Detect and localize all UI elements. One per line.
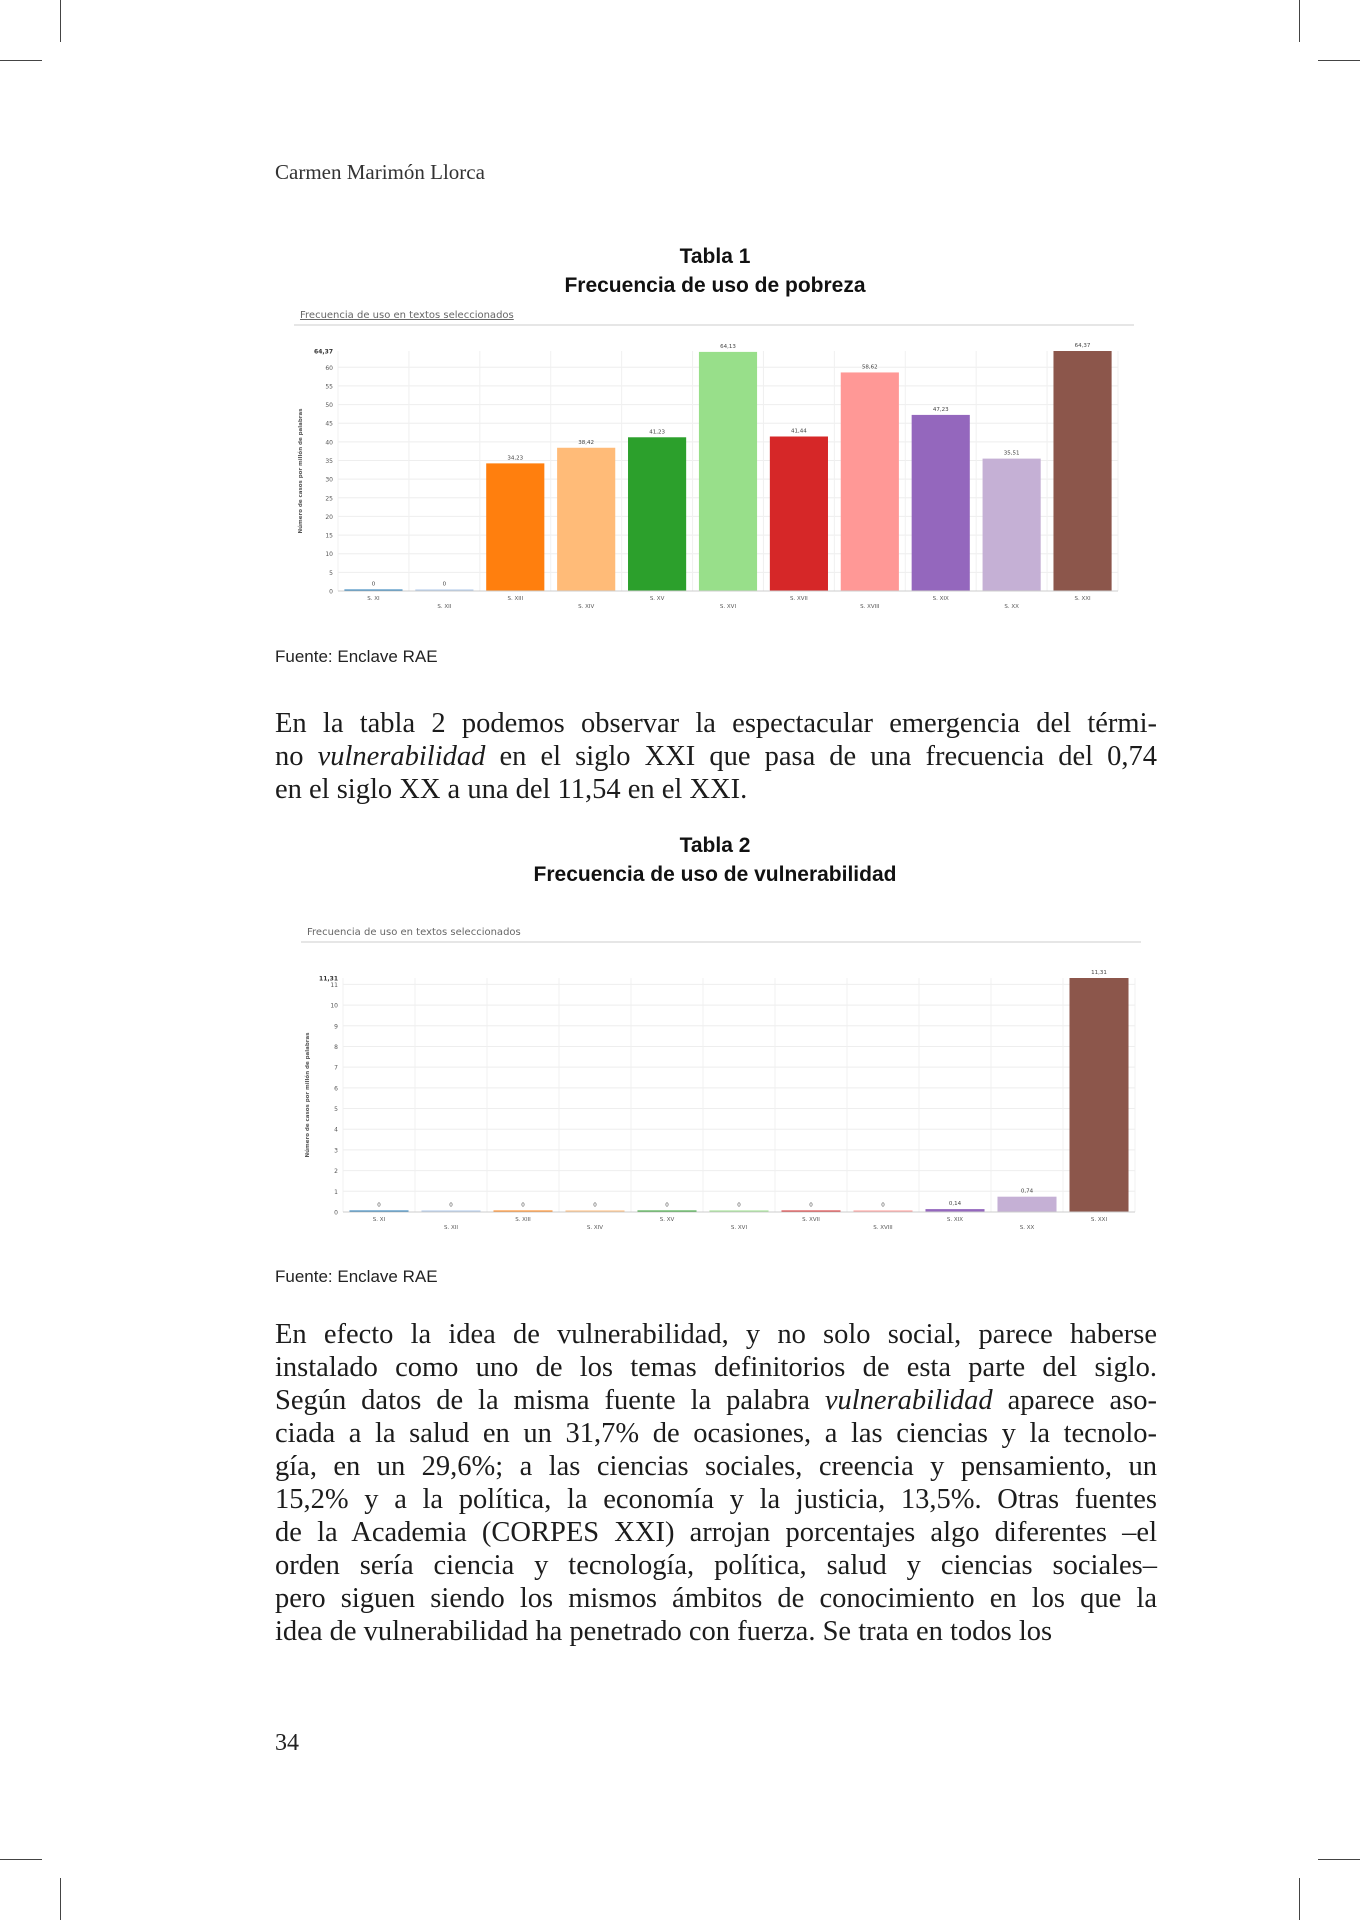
- x-tick-label: S. XII: [437, 604, 452, 610]
- bar-value-label: 64,37: [1074, 343, 1091, 349]
- bar: [557, 448, 615, 591]
- y-tick-label: 60: [325, 364, 333, 372]
- chart-pobreza: [288, 308, 1138, 638]
- bar-value-label: 0: [442, 581, 447, 588]
- table1-caption-label: Tabla 1: [679, 245, 751, 268]
- y-tick-label: 5: [329, 569, 333, 577]
- bar: [1069, 978, 1128, 1212]
- bar-value-label: 0: [737, 1202, 741, 1209]
- bar-value-label: 11,31: [1091, 970, 1107, 976]
- table2-caption: [270, 831, 1160, 889]
- bar: [983, 459, 1041, 591]
- y-tick-label: 10: [325, 551, 333, 559]
- bar-value-label: 0: [371, 581, 376, 588]
- bar-value-label: 34,23: [507, 455, 524, 462]
- y-tick-label: 2: [334, 1168, 338, 1176]
- x-tick-label: S. XIII: [515, 1217, 531, 1223]
- y-tick-label: 5: [334, 1106, 338, 1114]
- y-tick-label: 11: [330, 981, 338, 989]
- x-tick-label: S. XX: [1004, 604, 1019, 610]
- x-tick-label: S. XXI: [1090, 1217, 1108, 1223]
- italic-term: vulnerabilidad: [824, 1385, 993, 1416]
- y-tick-label: 50: [325, 402, 333, 410]
- x-tick-label: S. XIII: [507, 596, 524, 602]
- x-tick-label: S. XVII: [790, 596, 808, 602]
- table1-caption: [270, 242, 1160, 300]
- y-tick-label: 3: [334, 1147, 338, 1155]
- text-line: En efecto la idea de vulnerabilidad, y no solo social, parece haberse: [275, 1319, 1157, 1350]
- y-tick-label: 55: [325, 383, 333, 391]
- x-tick-label: S. XVI: [719, 604, 737, 610]
- crop-mark: [60, 1878, 61, 1920]
- y-tick-label: 0: [329, 588, 333, 596]
- x-tick-label: S. XV: [649, 596, 665, 602]
- bar-chart-svg: [288, 308, 1138, 638]
- bar: [699, 352, 757, 591]
- chart-title: Frecuencia de uso en textos seleccionados: [307, 927, 521, 938]
- y-tick-label: 8: [334, 1043, 338, 1051]
- bar-value-label: 38,42: [578, 439, 595, 446]
- bar-value-label: 64,13: [720, 343, 736, 350]
- y-tick-label: 10: [330, 1002, 338, 1010]
- y-tick-label: 9: [334, 1023, 338, 1031]
- crop-mark: [1318, 60, 1360, 61]
- table1-source: Fuente: Enclave RAE: [275, 647, 438, 666]
- x-tick-label: S. XI: [367, 596, 380, 602]
- x-tick-label: S. XIV: [586, 1225, 604, 1231]
- paragraph-1: [275, 707, 1157, 806]
- page-number: 34: [275, 1730, 299, 1756]
- x-tick-label: S. XV: [659, 1217, 675, 1223]
- chart-vulnerabilidad: [295, 918, 1145, 1238]
- y-tick-label: 15: [325, 532, 333, 540]
- crop-mark: [1299, 0, 1300, 42]
- bar-value-label: 0: [881, 1202, 885, 1209]
- italic-term: vulnerabilidad: [317, 741, 486, 772]
- text-line: Según datos de la misma fuente la palabra vulnerabilidad aparece aso-: [275, 1385, 1157, 1416]
- table1-caption-title: Frecuencia de uso de pobreza: [564, 274, 866, 297]
- y-tick-label: 1: [334, 1188, 338, 1196]
- text-line: de la Academia (CORPES XXI) arrojan porcentajes algo diferentes –el: [275, 1517, 1157, 1548]
- text-line: pero siguen siendo los mismos ámbitos de conocimiento en los que la: [275, 1583, 1157, 1614]
- table2-source: Fuente: Enclave RAE: [275, 1267, 438, 1286]
- text-line: en el siglo XX a una del 11,54 en el XXI.: [275, 774, 748, 805]
- y-tick-label: 35: [325, 458, 333, 466]
- y-tick-label: 0: [334, 1209, 338, 1217]
- text-line: instalado como uno de los temas definitorios de esta parte del siglo.: [275, 1352, 1157, 1383]
- text-line: gía, en un 29,6%; a las ciencias sociales, creencia y pensamiento, un: [275, 1451, 1157, 1482]
- crop-mark: [1299, 1878, 1300, 1920]
- bar: [770, 436, 828, 591]
- x-tick-label: S. XX: [1019, 1225, 1035, 1231]
- crop-mark: [1318, 1859, 1360, 1860]
- bar-value-label: 0: [593, 1202, 597, 1209]
- bar-value-label: 0: [449, 1202, 453, 1209]
- y-tick-label: 20: [325, 513, 333, 521]
- text-line: 15,2% y a la política, la economía y la justicia, 13,5%. Otras fuentes: [275, 1484, 1157, 1515]
- bar-value-label: 58,62: [861, 364, 878, 371]
- bar: [997, 1197, 1056, 1212]
- x-tick-label: S. XIX: [932, 596, 949, 602]
- bar-value-label: 41,44: [791, 428, 807, 435]
- x-tick-label: S. XVIII: [860, 604, 880, 610]
- text-line: orden sería ciencia y tecnología, política, salud y ciencias sociales–: [275, 1550, 1157, 1581]
- y-tick-label: 6: [334, 1085, 338, 1093]
- bar-value-label: 41,23: [649, 429, 665, 436]
- y-axis-label: Número de casos por millón de palabras: [305, 1032, 311, 1158]
- x-tick-label: S. XXI: [1074, 596, 1091, 602]
- x-tick-label: S. XIV: [578, 604, 595, 610]
- paragraph-2: [275, 1318, 1157, 1648]
- y-tick-label: 30: [325, 476, 333, 484]
- bar: [1053, 351, 1111, 591]
- text-line: no vulnerabilidad en el siglo XXI que pasa de una frecuencia del 0,74: [275, 741, 1157, 772]
- crop-mark: [0, 1859, 42, 1860]
- y-tick-label: 4: [334, 1126, 338, 1134]
- bar-value-label: 0,74: [1020, 1188, 1034, 1195]
- bar-value-label: 0: [377, 1202, 381, 1209]
- bar: [628, 437, 686, 591]
- text-line: idea de vulnerabilidad ha penetrado con fuerza. Se trata en todos los: [275, 1616, 1053, 1647]
- x-tick-label: S. XVII: [802, 1217, 820, 1223]
- y-tick-label: 7: [334, 1064, 338, 1072]
- x-tick-label: S. XIX: [946, 1217, 964, 1223]
- bar-value-label: 0: [521, 1202, 525, 1209]
- bar: [912, 415, 970, 591]
- text-line: ciada a la salud en un 31,7% de ocasiones, a las ciencias y la tecnolo-: [275, 1418, 1157, 1449]
- y-max-label: 11,31: [319, 975, 338, 983]
- bar-value-label: 0,14: [948, 1201, 962, 1208]
- bar: [486, 463, 544, 591]
- crop-mark: [60, 0, 61, 42]
- crop-mark: [0, 60, 42, 61]
- chart-title: Frecuencia de uso en textos seleccionados: [300, 310, 514, 321]
- bar-value-label: 35,51: [1003, 450, 1020, 457]
- y-max-label: 64,37: [314, 348, 333, 356]
- x-tick-label: S. XI: [372, 1217, 386, 1223]
- y-tick-label: 45: [325, 420, 333, 428]
- bar-chart-svg: [295, 918, 1145, 1238]
- y-tick-label: 25: [325, 495, 333, 503]
- x-tick-label: S. XVI: [730, 1225, 748, 1231]
- table2-caption-label: Tabla 2: [679, 834, 751, 857]
- bar: [841, 372, 899, 591]
- y-axis-label: Número de casos por millón de palabras: [298, 408, 304, 534]
- bar-value-label: 0: [809, 1202, 813, 1209]
- running-head: Carmen Marimón Llorca: [275, 160, 485, 184]
- text-line: En la tabla 2 podemos observar la espectacular emergencia del térmi-: [275, 708, 1157, 739]
- bar-value-label: 0: [665, 1202, 669, 1209]
- y-tick-label: 40: [325, 439, 333, 447]
- table2-caption-title: Frecuencia de uso de vulnerabilidad: [533, 863, 897, 886]
- bar-value-label: 47,23: [932, 406, 949, 413]
- x-tick-label: S. XVIII: [873, 1225, 893, 1231]
- x-tick-label: S. XII: [444, 1225, 458, 1231]
